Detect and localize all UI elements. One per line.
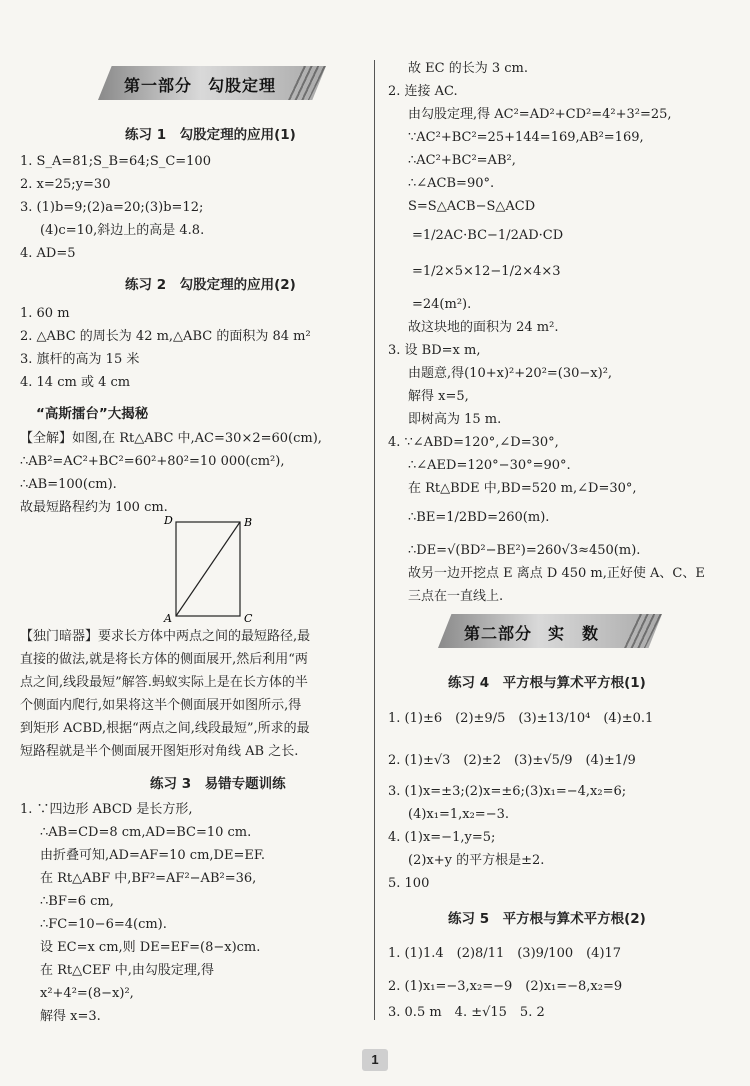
ex2-line-4: 4. 14 cm 或 4 cm: [20, 375, 131, 390]
ex1-line-1: 1. S_A=81;S_B=64;S_C=100: [20, 154, 211, 169]
ex3-line-2: ∴AB=CD=8 cm,AD=BC=10 cm.: [40, 825, 252, 840]
rt-line-3: 由勾股定理,得 AC²=AD²+CD²=4²+3²=25,: [408, 107, 672, 122]
rt-line-9: =1/2×5×12−1/2×4×3: [412, 264, 561, 279]
ex3-line-4: 在 Rt△ABF 中,BF²=AF²−AB²=36,: [40, 871, 257, 886]
label-c: C: [244, 612, 253, 624]
ex4-line-3: 3. (1)x=±3;(2)x=±6;(3)x₁=−4,x₂=6;: [388, 784, 627, 799]
ex3-line-5: ∴BF=6 cm,: [40, 894, 114, 909]
rt-line-15: 即树高为 15 m.: [408, 412, 502, 427]
rt-line-6: ∴∠ACB=90°.: [408, 176, 495, 191]
part2-banner: [438, 614, 662, 648]
page-number: 1: [362, 1049, 388, 1071]
ex1-line-4: (4)c=10,斜边上的高是 4.8.: [40, 223, 205, 238]
dumen-line-5: 到矩形 ACBD,根据“两点之间,线段最短”,所求的最: [20, 721, 310, 736]
rt-line-10: =24(m²).: [412, 297, 472, 312]
rt-line-11: 故这块地的面积为 24 m².: [408, 320, 559, 335]
ex3-line-9: x²+4²=(8−x)²,: [40, 986, 134, 1001]
gaosi-line-3: ∴AB=100(cm).: [20, 477, 117, 492]
label-a: A: [164, 612, 172, 624]
dumen-line-4: 个侧面内爬行,如果将这半个侧面展开如图所示,得: [20, 698, 302, 713]
rt-line-18: 在 Rt△BDE 中,BD=520 m,∠D=30°,: [408, 481, 637, 496]
ex1-line-2: 2. x=25;y=30: [20, 177, 111, 192]
ex5-line-2: 2. (1)x₁=−3,x₂=−9 (2)x₁=−8,x₂=9: [388, 979, 623, 994]
ex2-line-3: 3. 旗杆的高为 15 米: [20, 352, 140, 367]
rectangle-figure: [160, 512, 270, 624]
ex4-line-7: 5. 100: [388, 876, 430, 891]
rt-line-14: 解得 x=5,: [408, 389, 469, 404]
rt-line-19: ∴BE=1/2BD=260(m).: [408, 510, 550, 525]
gaosi-line-2: ∴AB²=AC²+BC²=60²+80²=10 000(cm²),: [20, 454, 285, 469]
ex2-line-1: 1. 60 m: [20, 306, 70, 321]
ex4-line-5: 4. (1)x=−1,y=5;: [388, 830, 496, 845]
ex1-title: 练习 1 勾股定理的应用(1): [125, 127, 296, 143]
ex2-title: 练习 2 勾股定理的应用(2): [125, 277, 296, 293]
ex3-line-8: 在 Rt△CEF 中,由勾股定理,得: [40, 963, 214, 978]
ex3-line-1: 1. ∵四边形 ABCD 是长方形,: [20, 802, 193, 817]
ex3-line-6: ∴FC=10−6=4(cm).: [40, 917, 167, 932]
part1-banner: [98, 66, 326, 100]
ex3-line-3: 由折叠可知,AD=AF=10 cm,DE=EF.: [40, 848, 265, 863]
rt-line-17: ∴∠AED=120°−30°=90°.: [408, 458, 571, 473]
rt-line-22: 三点在一直线上.: [408, 589, 504, 604]
ex4-line-2: 2. (1)±√3 (2)±2 (3)±√5/9 (4)±1/9: [388, 753, 636, 768]
dumen-line-1: 【独门暗器】要求长方体中两点之间的最短路径,最: [20, 629, 311, 644]
ex4-line-6: (2)x+y 的平方根是±2.: [408, 853, 545, 868]
ex3-title: 练习 3 易错专题训练: [150, 776, 286, 792]
rt-line-21: 故另一边开挖点 E 离点 D 450 m,正好使 A、C、E: [408, 566, 705, 581]
rt-line-5: ∴AC²+BC²=AB²,: [408, 153, 516, 168]
rt-line-1: 故 EC 的长为 3 cm.: [408, 61, 528, 76]
rt-line-4: ∵AC²+BC²=25+144=169,AB²=169,: [408, 130, 644, 145]
part2-title: 实 数: [548, 624, 600, 643]
ex1-line-3: 3. (1)b=9;(2)a=20;(3)b=12;: [20, 200, 204, 215]
part2-label: 第二部分: [464, 624, 533, 643]
ex3-line-10: 解得 x=3.: [40, 1009, 101, 1024]
label-b: B: [244, 516, 253, 529]
ex5-line-3: 3. 0.5 m 4. ±√15 5. 2: [388, 1005, 545, 1020]
ex4-line-4: (4)x₁=1,x₂=−3.: [408, 807, 509, 822]
ex4-line-1: 1. (1)±6 (2)±9/5 (3)±13/10⁴ (4)±0.1: [388, 711, 654, 726]
gaosi-line-4: 故最短路程约为 100 cm.: [20, 500, 168, 515]
ex5-line-1: 1. (1)1.4 (2)8/11 (3)9/100 (4)17: [388, 946, 622, 961]
rt-line-12: 3. 设 BD=x m,: [388, 343, 481, 358]
ex2-line-2: 2. △ABC 的周长为 42 m,△ABC 的面积为 84 m²: [20, 329, 311, 344]
diagonal-ab: [176, 522, 240, 616]
dumen-line-6: 短路程就是半个侧面展开图矩形对角线 AB 之长.: [20, 744, 299, 759]
part1-label: 第一部分: [124, 76, 193, 95]
dumen-line-2: 直接的做法,就是将长方体的侧面展开,然后利用“两: [20, 652, 308, 667]
rt-line-2: 2. 连接 AC.: [388, 84, 458, 99]
rt-line-20: ∴DE=√(BD²−BE²)=260√3≈450(m).: [408, 543, 641, 558]
ex4-title: 练习 4 平方根与算术平方根(1): [448, 675, 646, 691]
label-d: D: [164, 514, 173, 527]
rt-line-13: 由题意,得(10+x)²+20²=(30−x)²,: [408, 366, 613, 381]
column-divider: [374, 60, 375, 1020]
part1-title: 勾股定理: [208, 76, 277, 95]
rt-line-16: 4. ∵∠ABD=120°,∠D=30°,: [388, 435, 559, 450]
ex5-title: 练习 5 平方根与算术平方根(2): [448, 911, 646, 927]
gaosi-title: “高斯擂台”大揭秘: [36, 406, 149, 422]
rt-line-8: =1/2AC·BC−1/2AD·CD: [412, 228, 564, 243]
ex3-line-7: 设 EC=x cm,则 DE=EF=(8−x)cm.: [40, 940, 261, 955]
dumen-line-3: 点之间,线段最短”解答.蚂蚁实际上是在长方体的半: [20, 675, 308, 690]
gaosi-line-1: 【全解】如图,在 Rt△ABC 中,AC=30×2=60(cm),: [20, 431, 322, 446]
rt-line-7: S=S△ACB−S△ACD: [408, 199, 536, 214]
ex1-line-5: 4. AD=5: [20, 246, 76, 261]
